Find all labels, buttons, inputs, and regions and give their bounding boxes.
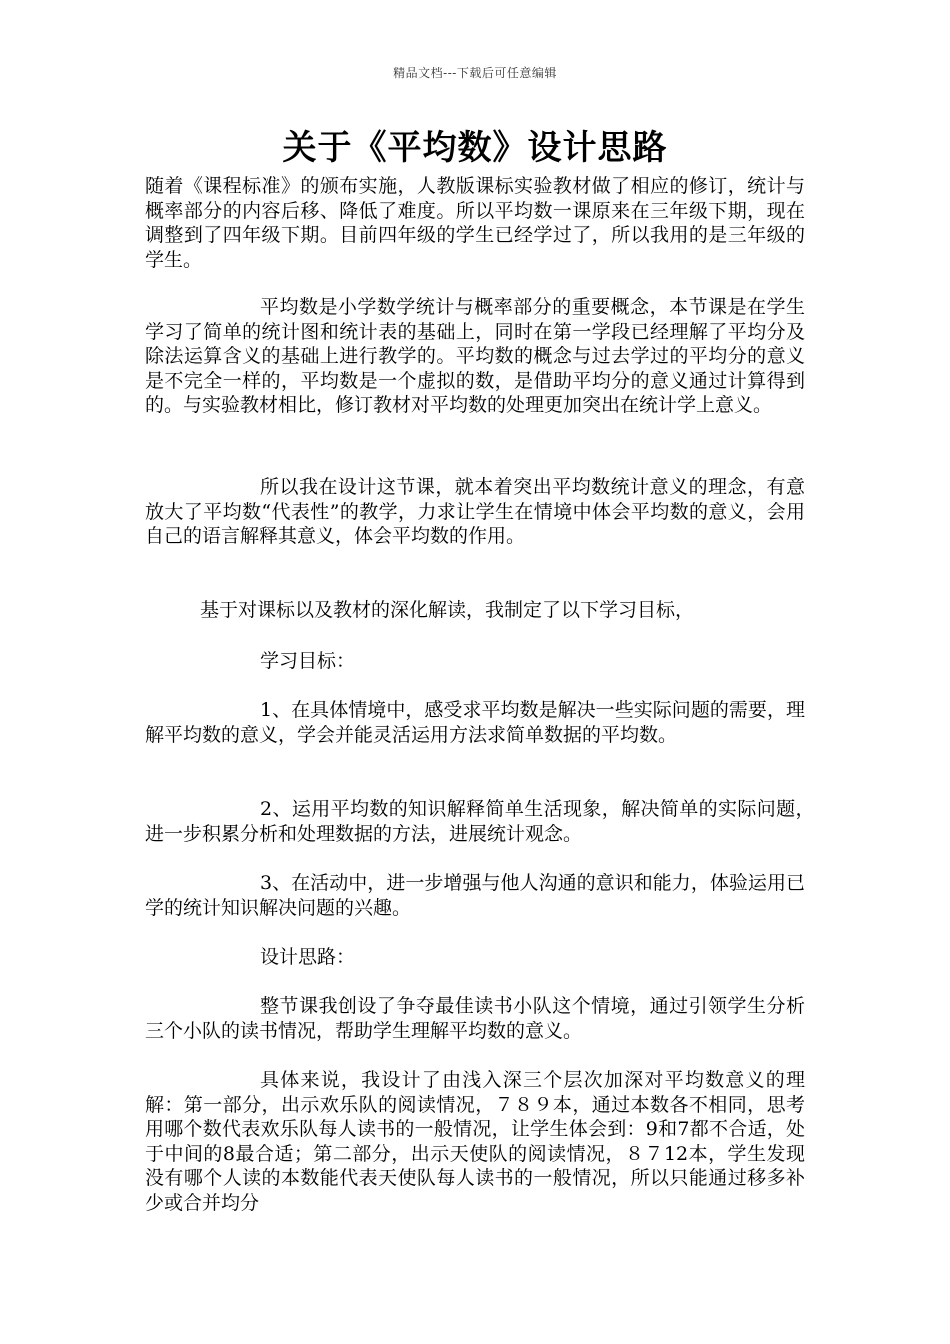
goal-item-3: 3、在活动中，进一步增强与他人沟通的意识和能力，体验运用已学的统计知识解决问题的兴趣。 — [145, 872, 805, 919]
goal-item-1: 1、在具体情境中，感受求平均数是解决一些实际问题的需要，理解平均数的意义，学会并能灵活运用方法求简单数据的平均数。 — [145, 699, 805, 746]
page-header: 精品文档---下载后可任意编辑 — [393, 66, 557, 80]
goal-item-2: 2、运用平均数的知识解释简单生活现象，解决简单的实际问题， 进一步积累分析和处理数据的方法，进展统计观念。 — [145, 798, 825, 845]
paragraph-details: 具体来说，我设计了由浅入深三个层次加深对平均数意义的理解：第一部分，出示欢乐队的阅读情况，７８９本，通过本数各不相同，思考用哪个数代表欢乐队每人读书的一般情况，让学生体会到：9和7都不合适，处于中间的8最合适；第二部分，出示天使队的阅读情况，８７12本，学生发现没有哪个人读的本数能代表天使队每人读书的一般情况，所以只能通过移多补少或合并均分 — [145, 1069, 805, 1214]
design-heading: 设计思路： — [260, 946, 356, 968]
paragraph-concept: 平均数是小学数学统计与概率部分的重要概念，本节课是在学生学习了简单的统计图和统计表的基础上，同时在第一学段已经理解了平均分及除法运算含义的基础上进行教学的。平均数的概念与过去学过的平均分的意义是不完全一样的，平均数是一个虚拟的数，是借助平均分的意义通过计算得到的。与实验教材相比，修订教材对平均数的处理更加突出在统计学上意义。 — [145, 296, 805, 416]
paragraph-intro: 随着《课程标准》的颁布实施，人教版课标实验教材做了相应的修订，统计与概率部分的内容后移、降低了难度。所以平均数一课原来在三年级下期，现在调整到了四年级下期。目前四年级的学生已经学过了，所以我用的是三年级的学生。 — [145, 175, 805, 271]
paragraph-design: 所以我在设计这节课，就本着突出平均数统计意义的理念，有意放大了平均数“代表性”的教学，力求让学生在情境中体会平均数的意义，会用自己的语言解释其意义，体会平均数的作用。 — [145, 476, 805, 547]
paragraph-scenario: 整节课我创设了争夺最佳读书小队这个情境，通过引领学生分析三个小队的读书情况，帮助学生理解平均数的意义。 — [145, 995, 805, 1042]
goals-heading: 学习目标： — [260, 650, 356, 672]
document-title: 关于《平均数》设计思路 — [282, 128, 668, 168]
paragraph-goals-intro: 基于对课标以及教材的深化解读，我制定了以下学习目标， — [200, 599, 695, 621]
